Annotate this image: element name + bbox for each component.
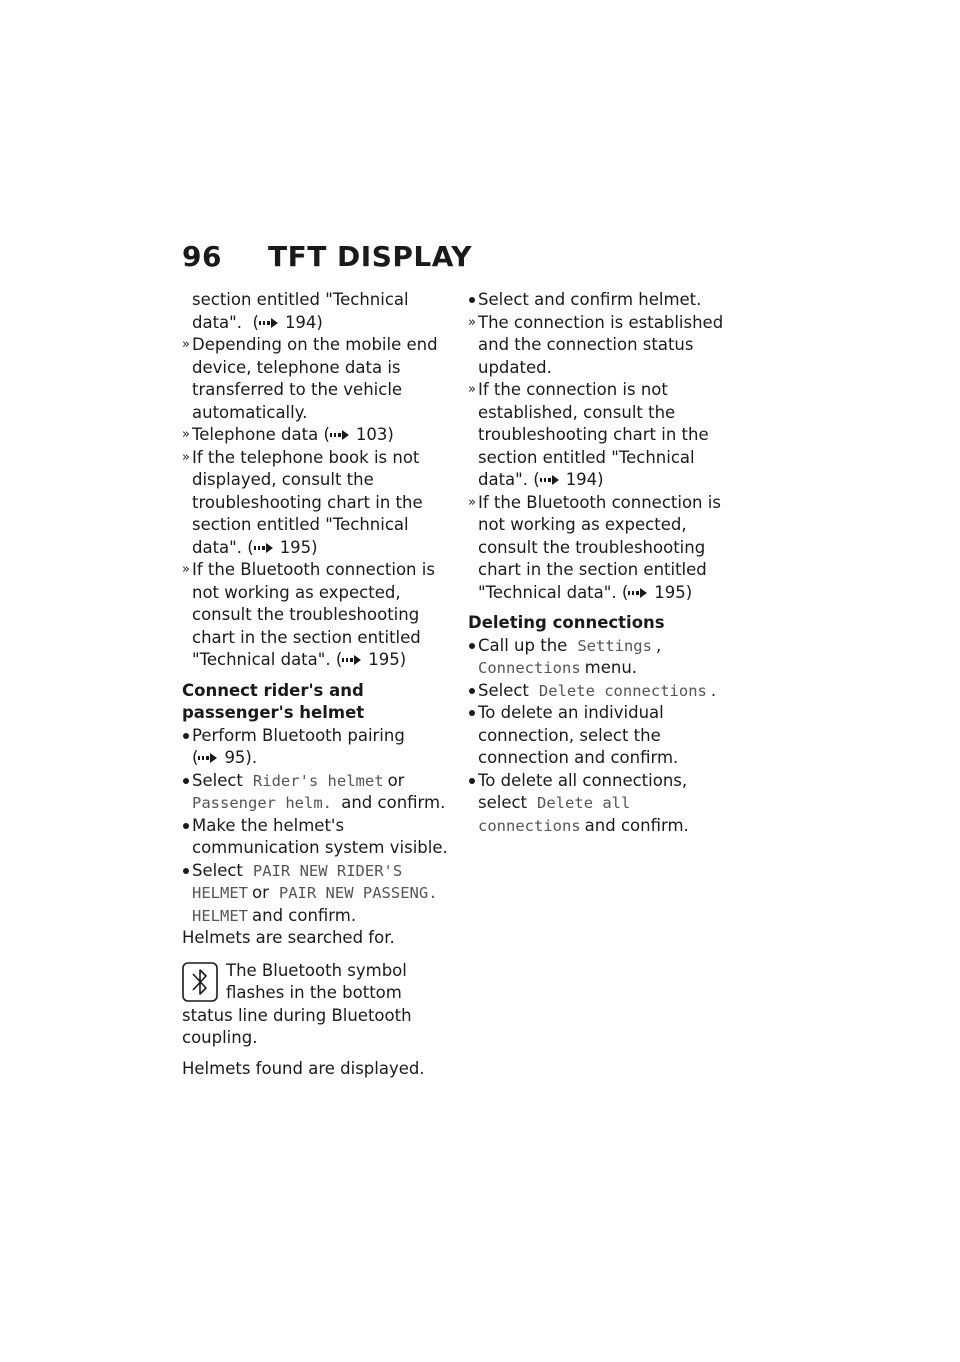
result-item: » If the Bluetooth connection is not working as expected, consult the troubleshooting chart in the section entitled "Technical data". ( 195) <box>182 560 435 669</box>
result-item: » If the Bluetooth connection is not working as expected, consult the troubleshooting chart in the section entitled "Technical data". ( 195) <box>468 492 721 602</box>
double-chevron-icon: » <box>182 337 190 352</box>
bullet-item: Call up the Settings , Connections menu. <box>468 635 734 680</box>
bullet-item: Select PAIR NEW RIDER'S HELMET or PAIR NEW PASSENG. HELMET and confirm. <box>182 860 448 928</box>
menu-option: Delete all connections <box>478 794 631 835</box>
page-number: 96 <box>182 240 222 273</box>
page-ref-arrow-icon <box>198 752 218 764</box>
left-column <box>182 289 448 1080</box>
page-reference[interactable]: ( 195) <box>242 537 318 557</box>
result-item: » The connection is established and the connection status updated. <box>468 312 724 377</box>
continued-text: section entitled "Technical data". ( 194) <box>192 290 409 332</box>
note-block: The Bluetooth symbol flashes in the bottom status line during Bluetooth coupling. <box>182 960 412 1047</box>
page-ref-arrow-icon <box>259 317 279 329</box>
double-chevron-icon: » <box>182 427 190 442</box>
menu-option: Connections <box>478 659 581 677</box>
menu-option: PAIR NEW PASSENG. HELMET <box>192 884 438 925</box>
menu-option: Delete connections <box>538 681 707 700</box>
page-reference[interactable]: ( 95). <box>192 748 258 767</box>
bullet-item: Select and confirm helmet. <box>468 289 734 312</box>
double-chevron-icon: » <box>468 314 476 330</box>
page-ref-arrow-icon <box>254 542 274 554</box>
paragraph: Helmets are searched for. <box>182 928 395 947</box>
paragraph: Helmets found are displayed. <box>182 1058 425 1078</box>
page-reference[interactable]: 103) <box>330 425 394 444</box>
bullet-item: To delete an individual connection, select the connection and confirm. <box>468 702 734 770</box>
result-item: » If the connection is not established, consult the troubleshooting chart in the section entitled "Technical data". ( 194) <box>468 380 709 489</box>
page-reference[interactable]: ( 195) <box>330 650 407 669</box>
double-chevron-icon: » <box>182 562 190 577</box>
menu-option: Rider's helmet <box>252 771 384 790</box>
page-reference[interactable]: ( 194) <box>247 312 323 332</box>
result-item: » If the telephone book is not displayed, consult the troubleshooting chart in the section entitled "Technical data". ( 195) <box>182 447 423 557</box>
page-ref-arrow-icon <box>342 654 362 666</box>
page-header <box>182 240 472 280</box>
subsection-heading: Connect rider's and passenger's helmet <box>182 680 365 722</box>
menu-option: Settings <box>577 636 652 655</box>
right-column <box>468 289 734 837</box>
bullet-item: Perform Bluetooth pairing ( 95). <box>182 725 448 770</box>
page-ref-arrow-icon <box>628 587 648 599</box>
bullet-item: To delete all connections, select Delete all connections and confirm. <box>468 770 734 838</box>
menu-option: Passenger helm. <box>192 794 332 812</box>
page-reference[interactable]: ( 194) <box>528 470 604 489</box>
page-ref-arrow-icon <box>540 474 560 486</box>
result-item: » Telephone data ( 103) <box>182 424 448 447</box>
page-reference[interactable]: ( 195) <box>616 582 693 602</box>
menu-option: PAIR NEW RIDER'S HELMET <box>192 861 403 902</box>
double-chevron-icon: » <box>468 494 476 510</box>
bluetooth-icon <box>182 962 218 1002</box>
result-item: » Depending on the mobile end device, telephone data is transferred to the vehicle automatically. <box>182 335 438 422</box>
double-chevron-icon: » <box>468 382 476 397</box>
double-chevron-icon: » <box>182 449 190 465</box>
bullet-item: Make the helmet's communication system visible. <box>182 815 448 860</box>
bullet-item: Select Delete connections . <box>468 680 734 703</box>
section-title: TFT DISPLAY <box>267 240 472 273</box>
page-ref-arrow-icon <box>330 429 350 441</box>
subsection-heading: Deleting connections <box>468 613 665 632</box>
bullet-item: Select Rider's helmet or Passenger helm. and confirm. <box>182 770 448 815</box>
